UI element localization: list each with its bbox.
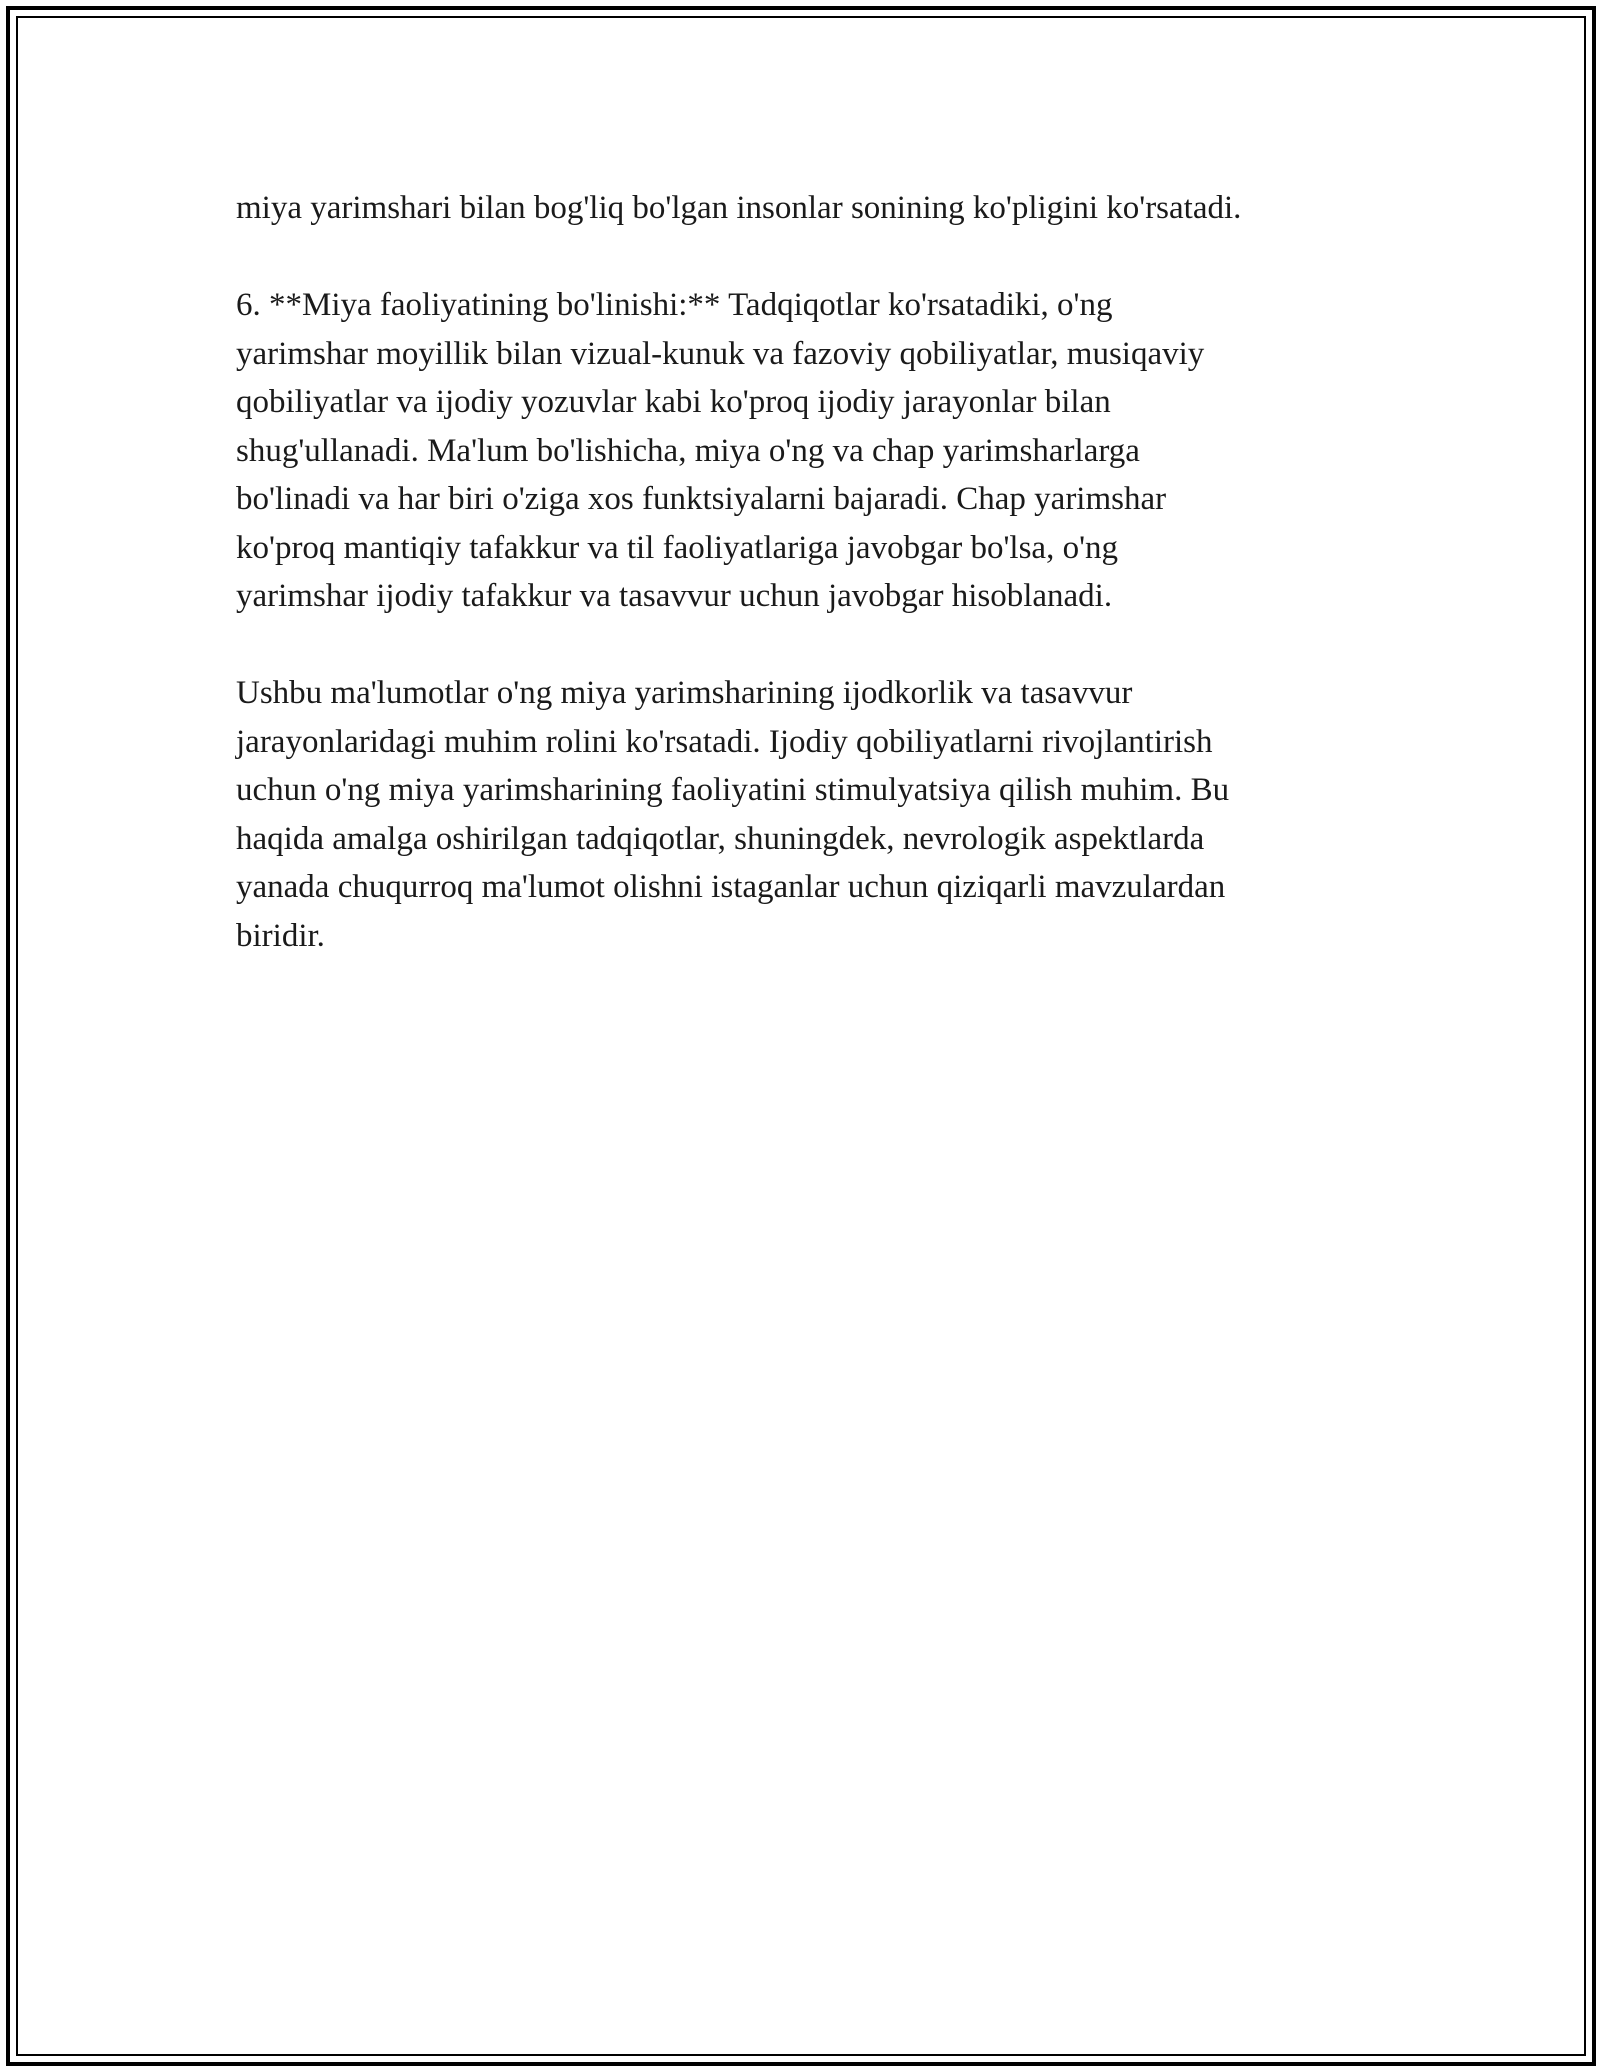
paragraph-conclusion: Ushbu ma'lumotlar o'ng miya yarimsharining ijodkorlik va tasavvur jarayonlaridagi muhim rolini ko'rsatadi. Ijodiy qobiliyatlarni rivojlantirish uchun o'ng miya yarimsharining faoliyatini stimulyatsiya qilish muhim. Bu haqida amalga oshirilgan tadqiqotlar, shuningdek, nevrologik aspektlarda yanada chuqurroq ma'lumot olishni istaganlar uchun qiziqarli mavzulardan biridir. — [236, 675, 1230, 954]
paragraph-continuation: miya yarimshari bilan bog'liq bo'lgan insonlar sonining ko'pligini ko'rsatadi. — [236, 190, 1242, 226]
document-body — [236, 184, 1366, 1009]
paragraph-brain-activity-division: 6. **Miya faoliyatining bo'linishi:** Tadqiqotlar ko'rsatadiki, o'ng yarimshar moyillik bilan vizual-kunuk va fazoviy qobiliyatlar, musiqaviy qobiliyatlar va ijodiy yozuvlar kabi ko'proq ijodiy jarayonlar bilan shug'ullanadi. Ma'lum bo'lishicha, miya o'ng va chap yarimsharlarga bo'linadi va har biri o'ziga xos funktsiyalarni bajaradi. Chap yarimshar ko'proq mantiqiy tafakkur va til faoliyatlariga javobgar bo'lsa, o'ng yarimshar ijodiy tafakkur va tasavvur uchun javobgar hisoblanadi. — [236, 287, 1205, 614]
